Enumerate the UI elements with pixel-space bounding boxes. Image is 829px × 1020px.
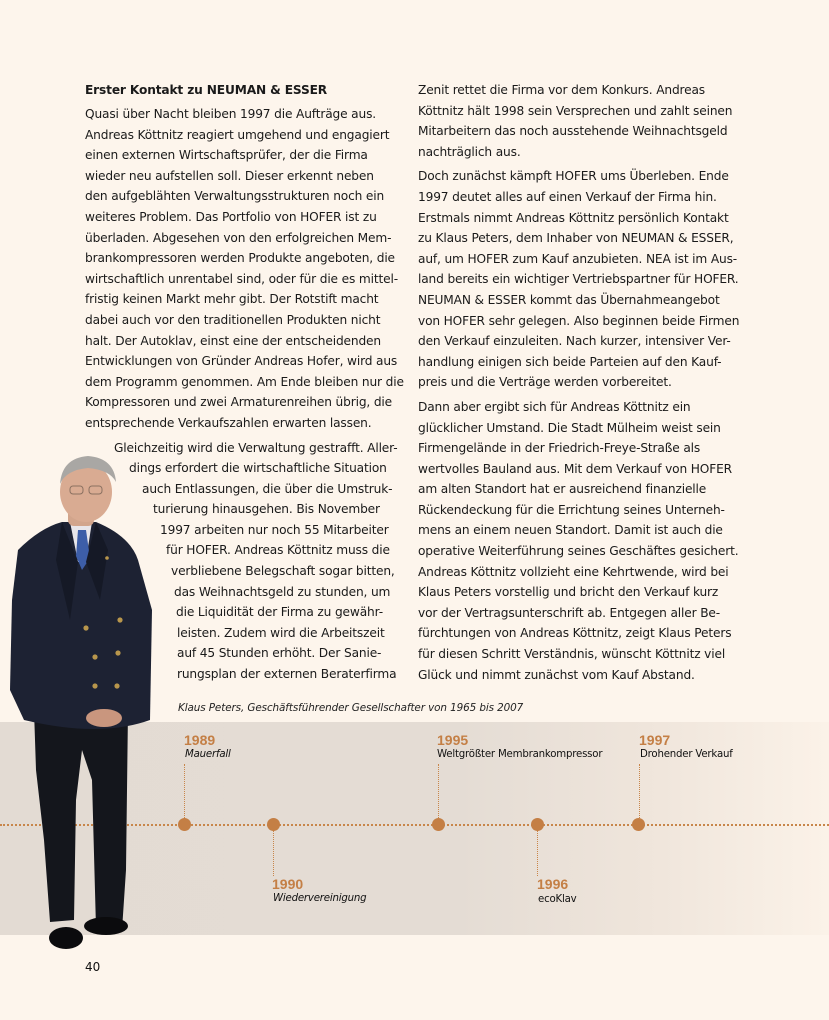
text-line: auch Entlassungen, die über die Umstruk- bbox=[142, 481, 393, 496]
text-line: überladen. Abgesehen von den erfolgreichen Mem- bbox=[85, 230, 392, 245]
text-line: 1997 arbeiten nur noch 55 Mitarbeiter bbox=[160, 522, 389, 537]
paragraph bbox=[418, 166, 738, 393]
text-line: von HOFER sehr gelegen. Also beginnen beide Firmen bbox=[418, 313, 740, 328]
text-line: Glück und nimmt zunächst vom Kauf Abstand. bbox=[418, 667, 695, 682]
text-line: Gleichzeitig wird die Verwaltung gestrafft. Aller- bbox=[114, 440, 398, 455]
text-line: Mitarbeitern das noch ausstehende Weihnachtsgeld bbox=[418, 124, 728, 139]
timeline-label: Wiedervereinigung bbox=[273, 893, 367, 904]
timeline-stem-1995 bbox=[438, 764, 439, 822]
article-column-right bbox=[418, 80, 738, 689]
text-line: auf, um HOFER zum Kauf anzubieten. NEA ist im Aus- bbox=[418, 251, 738, 266]
text-line: einen externen Wirtschaftsprüfer, der die Firma bbox=[85, 148, 368, 163]
text-line: preis und die Verträge werden vorbereitet. bbox=[418, 375, 672, 390]
timeline-stem-1989 bbox=[184, 764, 185, 822]
text-line: auf 45 Stunden erhöht. Der Sanie- bbox=[177, 646, 382, 661]
text-line: Kompressoren und zwei Armaturenreihen übrig, die bbox=[85, 395, 393, 410]
text-line: Andreas Köttnitz reagiert umgehend und engagiert bbox=[85, 127, 390, 142]
text-line: brankompressoren werden Produkte angeboten, die bbox=[85, 251, 395, 266]
text-line: Dann aber ergibt sich für Andreas Köttnitz ein bbox=[418, 399, 691, 414]
timeline-dot-1989 bbox=[178, 818, 191, 831]
text-line: halt. Der Autoklav, einst eine der entscheidenden bbox=[85, 333, 381, 348]
text-line: vor der Vertragsunterschrift ab. Entgegen aller Be- bbox=[418, 605, 721, 620]
text-line: Zenit rettet die Firma vor dem Konkurs. Andreas bbox=[418, 83, 705, 97]
text-line: Köttnitz hält 1998 sein Versprechen und zahlt seinen bbox=[418, 103, 733, 118]
text-line: Firmengelände in der Friedrich-Freye-Straße als bbox=[418, 441, 701, 456]
timeline-label: Drohender Verkauf bbox=[640, 749, 733, 760]
timeline-stem-1990 bbox=[273, 830, 274, 876]
timeline-dot-1995 bbox=[432, 818, 445, 831]
text-line: Entwicklungen von Gründer Andreas Hofer, wird aus bbox=[85, 354, 398, 369]
text-line: Klaus Peters vorstellig und bricht den Verkauf kurz bbox=[418, 585, 719, 600]
text-line: den Verkauf einzuleiten. Nach kurzer, intensiver Ver- bbox=[418, 334, 731, 349]
text-line: wirtschaftlich unrentabel sind, oder für die es mittel- bbox=[85, 271, 398, 286]
text-line: dabei auch vor den traditionellen Produkten nicht bbox=[85, 312, 381, 327]
text-line: am alten Standort hat er ausreichend finanzielle bbox=[418, 482, 707, 497]
text-line: dings erfordert die wirtschaftliche Situation bbox=[129, 461, 387, 476]
timeline-label: Weltgrößter Membrankompressor bbox=[437, 749, 603, 760]
paragraph bbox=[85, 438, 405, 685]
section-heading: Erster Kontakt zu NEUMAN & ESSER bbox=[85, 83, 327, 97]
paragraph bbox=[418, 80, 738, 162]
text-line: operative Weiterführung seines Geschäftes gesichert. bbox=[418, 544, 739, 559]
text-line: fristig keinen Markt mehr gibt. Der Rotstift macht bbox=[85, 292, 379, 307]
paragraph bbox=[85, 104, 405, 434]
text-line: verbliebene Belegschaft sogar bitten, bbox=[171, 564, 395, 579]
text-line: nachträglich aus. bbox=[418, 144, 521, 159]
timeline-dot-1990 bbox=[267, 818, 280, 831]
text-line: Rückendeckung für die Errichtung seines Unterneh- bbox=[418, 502, 725, 517]
text-line: weiteres Problem. Das Portfolio von HOFER ist zu bbox=[85, 209, 377, 224]
text-line: handlung einigen sich beide Parteien auf den Kauf- bbox=[418, 354, 722, 369]
text-line: NEUMAN & ESSER kommt das Übernahmeangebot bbox=[418, 292, 720, 307]
timeline-stem-1997 bbox=[639, 764, 640, 822]
text-line: turierung hinausgehen. Bis November bbox=[153, 502, 380, 517]
paragraph bbox=[418, 397, 738, 685]
text-line: fürchtungen von Andreas Köttnitz, zeigt Klaus Peters bbox=[418, 626, 732, 641]
text-line: den aufgeblähten Verwaltungsstrukturen noch ein bbox=[85, 189, 385, 204]
text-line: 1997 deutet alles auf einen Verkauf der Firma hin. bbox=[418, 189, 717, 204]
text-line: wertvolles Bauland aus. Mit dem Verkauf von HOFER bbox=[418, 461, 732, 476]
text-line: für HOFER. Andreas Köttnitz muss die bbox=[166, 543, 390, 558]
text-line: Andreas Köttnitz vollzieht eine Kehrtwende, wird bei bbox=[418, 564, 729, 579]
text-line: mens an einem neuen Standort. Damit ist auch die bbox=[418, 523, 723, 538]
timeline-stem-1996 bbox=[537, 830, 538, 876]
text-line: Erstmals nimmt Andreas Köttnitz persönlich Kontakt bbox=[418, 210, 729, 225]
text-line: die Liquidität der Firma zu gewähr- bbox=[176, 605, 383, 620]
text-line: Quasi über Nacht bleiben 1997 die Aufträge aus. bbox=[85, 107, 376, 121]
text-line: land bereits ein wichtiger Vertriebspartner für HOFER. bbox=[418, 272, 739, 287]
timeline-label: Mauerfall bbox=[185, 749, 231, 760]
text-line: rungsplan der externen Beraterfirma bbox=[177, 667, 397, 682]
timeline-label: ecoKlav bbox=[538, 894, 577, 905]
text-line: für diesen Schritt Verständnis, wünscht Köttnitz viel bbox=[418, 647, 726, 662]
article-column-left bbox=[85, 80, 405, 689]
timeline-dot-1996 bbox=[531, 818, 544, 831]
timeline-year: 1996 bbox=[537, 876, 569, 892]
timeline-dot-1997 bbox=[632, 818, 645, 831]
timeline-year: 1997 bbox=[639, 732, 671, 748]
text-line: wieder neu aufstellen soll. Dieser erkennt neben bbox=[85, 168, 374, 183]
page-number: 40 bbox=[85, 960, 101, 974]
text-line: leisten. Zudem wird die Arbeitszeit bbox=[177, 625, 385, 640]
timeline-year: 1990 bbox=[272, 876, 304, 892]
text-line: Doch zunächst kämpft HOFER ums Überleben. Ende bbox=[418, 169, 729, 184]
timeline-year: 1995 bbox=[437, 732, 469, 748]
text-line: entsprechende Verkaufszahlen erwarten lassen. bbox=[85, 415, 372, 430]
timeline-year: 1989 bbox=[184, 732, 216, 748]
text-line: zu Klaus Peters, dem Inhaber von NEUMAN & ESSER, bbox=[418, 231, 734, 246]
text-line: dem Programm genommen. Am Ende bleiben nur die bbox=[85, 374, 404, 389]
photo-caption: Klaus Peters, Geschäftsführender Gesellschafter von 1965 bis 2007 bbox=[178, 702, 524, 714]
text-line: das Weihnachtsgeld zu stunden, um bbox=[174, 584, 391, 599]
text-line: glücklicher Umstand. Die Stadt Mülheim weist sein bbox=[418, 420, 721, 435]
